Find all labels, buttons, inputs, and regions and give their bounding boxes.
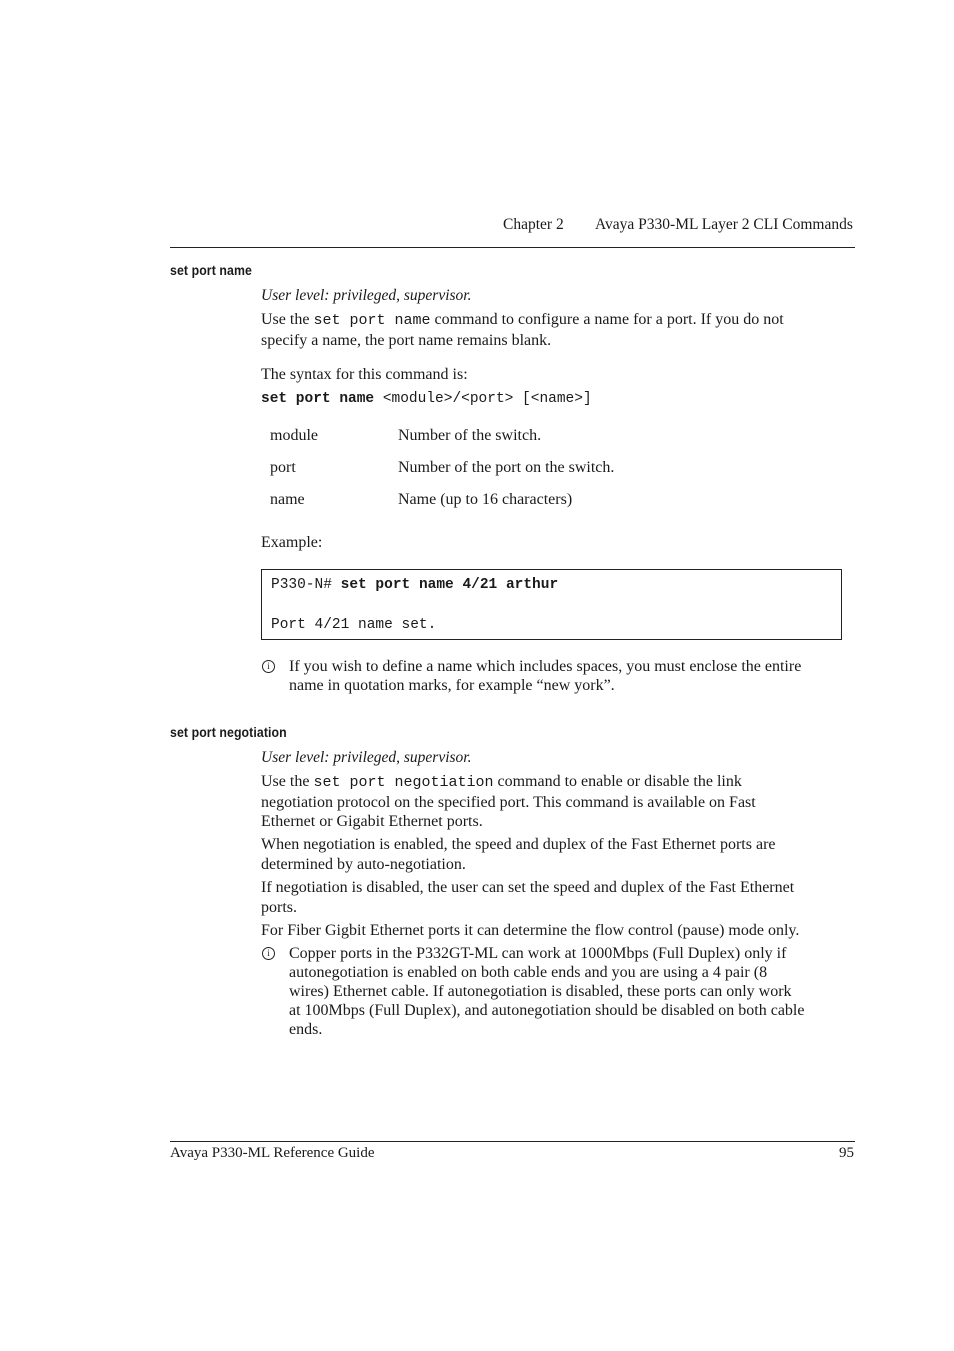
page-number: 95 [839,1145,854,1161]
note-line: name in quotation marks, for example “new york”. [289,677,615,694]
syntax-intro: The syntax for this command is: [261,366,468,383]
header-rule [170,247,855,248]
note-line: wires) Ethernet cable. If autonegotiation is disabled, these ports can only work [289,983,792,1000]
paragraph-line: ports. [261,898,297,916]
footer-guide-title: Avaya P330-ML Reference Guide [170,1145,375,1161]
desc-suffix: command to configure a name for a port. If you do not [430,311,784,328]
syntax-command: set port name [261,391,375,407]
param-name: port [270,459,296,476]
note-line: Copper ports in the P332GT-ML can work at 1000Mbps (Full Duplex) only if [289,945,787,962]
inline-command: set port negotiation [313,774,494,791]
desc-prefix: Use the [261,773,314,790]
footer-rule [170,1141,855,1142]
negotiation-disabled-paragraph [261,878,861,917]
user-level-text: User level: privileged, supervisor. [261,749,472,766]
section-heading-set-port-negotiation: set port negotiation [170,724,287,740]
desc-suffix: command to enable or disable the link [493,773,742,790]
syntax-line [261,390,861,410]
fiber-gigabit-paragraph: For Fiber Gigbit Ethernet ports it can determine the flow control (pause) mode only. [261,922,800,939]
description-paragraph [261,310,861,350]
syntax-arguments: <module>/<port> [<name>] [374,391,592,407]
inline-command: set port name [313,312,431,329]
code-command-line [271,577,558,593]
desc-line: negotiation protocol on the specified port. This command is available on Fast [261,793,756,811]
param-name: name [270,491,305,508]
code-command: set port name 4/21 arthur [340,577,559,593]
param-description: Name (up to 16 characters) [398,491,573,508]
paragraph-line: If negotiation is disabled, the user can set the speed and duplex of the Fast Ethernet [261,879,795,896]
note-line: autonegotiation is enabled on both cable ends and you are using a 4 pair (8 [289,964,768,981]
info-icon: i [262,660,275,673]
example-label: Example: [261,534,323,551]
user-level-text: User level: privileged, supervisor. [261,287,472,304]
note-text [289,657,855,695]
running-header-chapter: Chapter 2 [503,216,564,233]
param-description: Number of the switch. [398,427,542,444]
code-prompt: P330-N# [271,577,341,593]
note-line: If you wish to define a name which includes spaces, you must enclose the entire [289,658,802,675]
desc-line: Ethernet or Gigabit Ethernet ports. [261,813,483,830]
desc-line: specify a name, the port name remains blank. [261,331,552,349]
code-example-box [261,569,842,640]
description-paragraph [261,772,861,832]
note-line: ends. [289,1021,323,1038]
info-icon: i [262,947,275,960]
paragraph-line: When negotiation is enabled, the speed and duplex of the Fast Ethernet ports are [261,836,776,853]
desc-prefix: Use the [261,311,314,328]
param-name: module [270,427,318,444]
note-text [289,944,855,1039]
code-output-line: Port 4/21 name set. [271,617,437,633]
note-line: at 100Mbps (Full Duplex), and autonegotiation should be disabled on both cable [289,1002,805,1019]
running-header-title: Avaya P330-ML Layer 2 CLI Commands [595,216,853,233]
param-description: Number of the port on the switch. [398,459,615,476]
negotiation-enabled-paragraph [261,835,861,874]
section-heading-set-port-name: set port name [170,262,252,278]
paragraph-line: determined by auto-negotiation. [261,855,466,873]
